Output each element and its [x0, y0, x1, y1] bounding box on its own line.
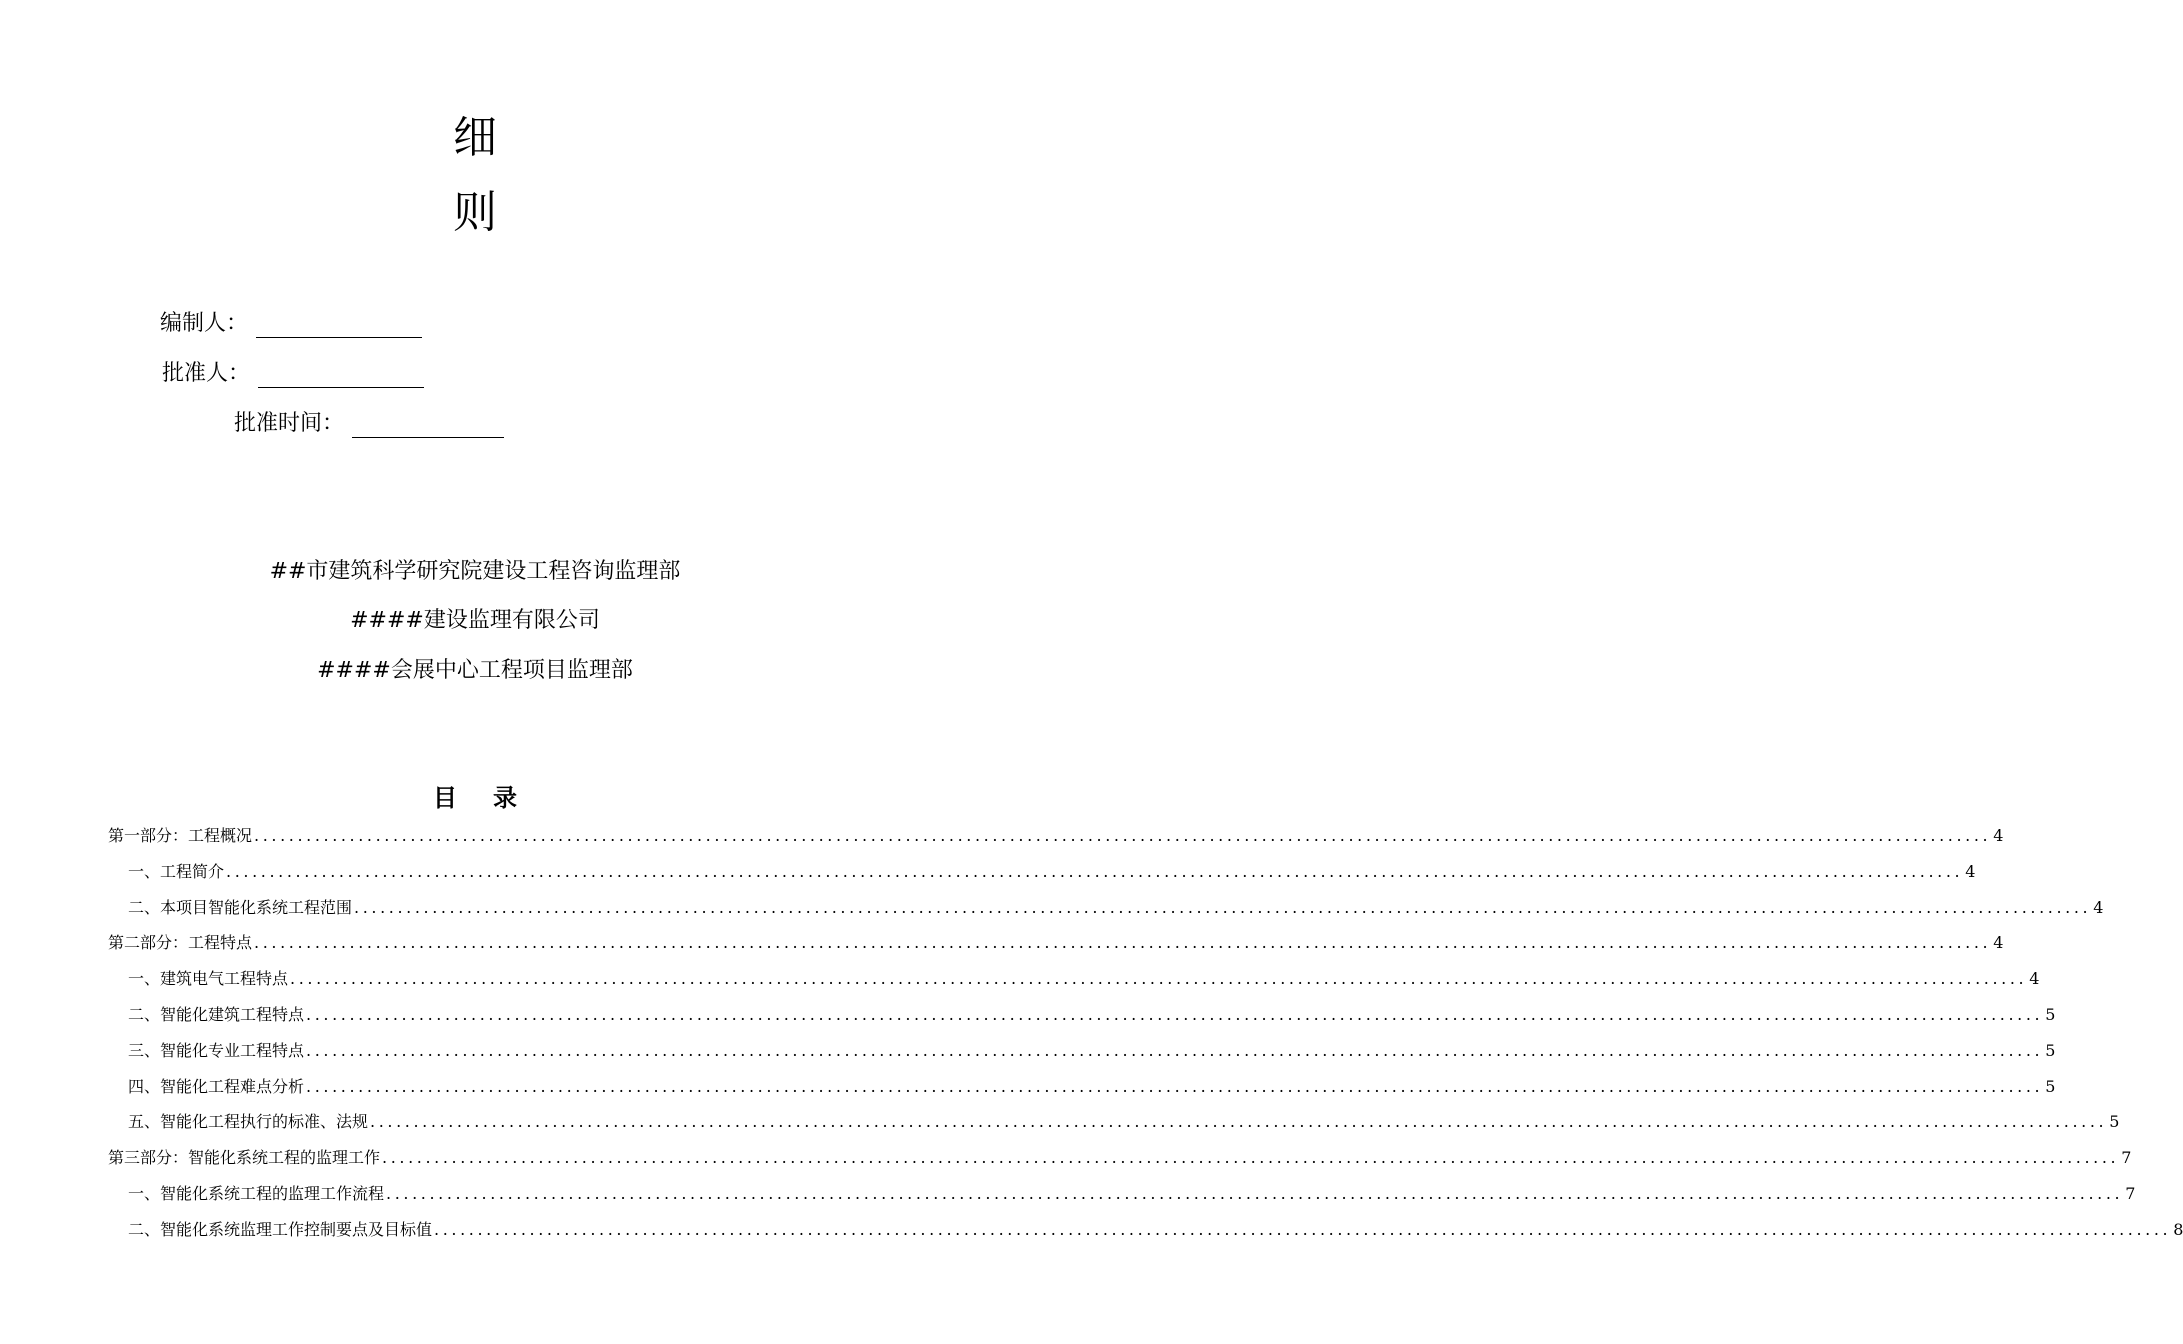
toc-leader-dots: ........................................................................................................................................................................................................: [306, 1040, 2044, 1060]
toc-leader-dots: ........................................................................................................................................................................................................: [354, 897, 2092, 917]
toc-entry-title: 第二部分：工程特点: [108, 933, 253, 953]
toc-entry[interactable]: [108, 892, 2104, 928]
toc-leader-dots: ........................................................................................................................................................................................................: [306, 1004, 2044, 1024]
toc-entry-page-number: 4: [1965, 861, 1976, 881]
toc-leader-dots: ........................................................................................................................................................................................................: [306, 1076, 2044, 1096]
toc-leader-dots: ........................................................................................................................................................................................................: [370, 1112, 2108, 1132]
toc-entry-page-number: 5: [2109, 1112, 2120, 1132]
toc-entry-title: 第一部分：工程概况: [108, 826, 253, 845]
toc-entry[interactable]: [108, 1071, 2056, 1107]
document-title-char-1: 细: [453, 112, 497, 163]
toc-leader-dots: ........................................................................................................................................................................................................: [290, 969, 2028, 989]
toc-entry-page-number: 8: [2173, 1219, 2183, 1239]
toc-entry-title: 第三部分：智能化系统工程的监理工作: [108, 1148, 381, 1168]
toc-entry[interactable]: [108, 1142, 2132, 1178]
approval-time-label: 批准时间：: [234, 411, 345, 436]
document-title-char-2: 则: [453, 187, 497, 238]
toc-entry[interactable]: [108, 820, 2004, 856]
toc-entry-page-number: 5: [2045, 1076, 2056, 1096]
table-of-contents: [108, 820, 2183, 1250]
compiler-blank-line: [256, 313, 422, 338]
toc-entry[interactable]: [108, 963, 2040, 999]
approver-row: [162, 356, 424, 388]
toc-entry-title: 四、智能化工程难点分析: [128, 1076, 305, 1096]
toc-entry-title: 二、智能化建筑工程特点: [128, 1004, 305, 1024]
toc-leader-dots: ........................................................................................................................................................................................................: [386, 1183, 2124, 1203]
compiler-row: [160, 306, 422, 338]
toc-entry-page-number: 7: [2121, 1148, 2132, 1168]
toc-entry[interactable]: [108, 999, 2056, 1035]
organization-name-1: ##市建筑科学研究院建设工程咨询监理部: [269, 559, 681, 584]
toc-entry-page-number: 4: [1993, 933, 2004, 953]
toc-leader-dots: ........................................................................................................................................................................................................: [434, 1219, 2172, 1239]
toc-leader-dots: ........................................................................................................................................................................................................: [226, 861, 1964, 881]
toc-entry-title: 三、智能化专业工程特点: [128, 1040, 305, 1060]
toc-leader-dots: ........................................................................................................................................................................................................: [254, 826, 1992, 845]
toc-entry-title: 二、本项目智能化系统工程范围: [128, 897, 353, 917]
toc-entry[interactable]: [108, 1035, 2056, 1071]
approver-label: 批准人：: [162, 361, 251, 386]
toc-leader-dots: ........................................................................................................................................................................................................: [382, 1148, 2120, 1168]
toc-entry[interactable]: [108, 1214, 2183, 1250]
organization-name-2: ####建设监理有限公司: [350, 608, 600, 633]
toc-entry-page-number: 4: [1993, 826, 2004, 845]
toc-entry-title: 一、工程简介: [128, 861, 225, 881]
toc-entry-title: 一、建筑电气工程特点: [128, 969, 289, 989]
toc-leader-dots: ........................................................................................................................................................................................................: [254, 933, 1992, 953]
toc-entry[interactable]: [108, 927, 2004, 963]
toc-entry-page-number: 4: [2093, 897, 2104, 917]
organization-name-3: ####会展中心工程项目监理部: [317, 658, 633, 683]
toc-entry-title: 二、智能化系统监理工作控制要点及目标值: [128, 1219, 433, 1239]
approval-time-row: [234, 406, 504, 438]
toc-entry-page-number: 7: [2125, 1183, 2136, 1203]
toc-entry-page-number: 5: [2045, 1004, 2056, 1024]
toc-entry[interactable]: [108, 1106, 2120, 1142]
toc-entry[interactable]: [108, 1178, 2136, 1214]
toc-entry-title: 五、智能化工程执行的标准、法规: [128, 1112, 369, 1132]
toc-title: 目录: [433, 784, 553, 812]
toc-entry-title: 一、智能化系统工程的监理工作流程: [128, 1183, 385, 1203]
approval-time-blank-line: [352, 413, 504, 438]
toc-entry[interactable]: [108, 856, 1976, 892]
toc-entry-page-number: 4: [2029, 969, 2040, 989]
approver-blank-line: [258, 363, 424, 388]
compiler-label: 编制人：: [160, 311, 249, 336]
toc-entry-page-number: 5: [2045, 1040, 2056, 1060]
